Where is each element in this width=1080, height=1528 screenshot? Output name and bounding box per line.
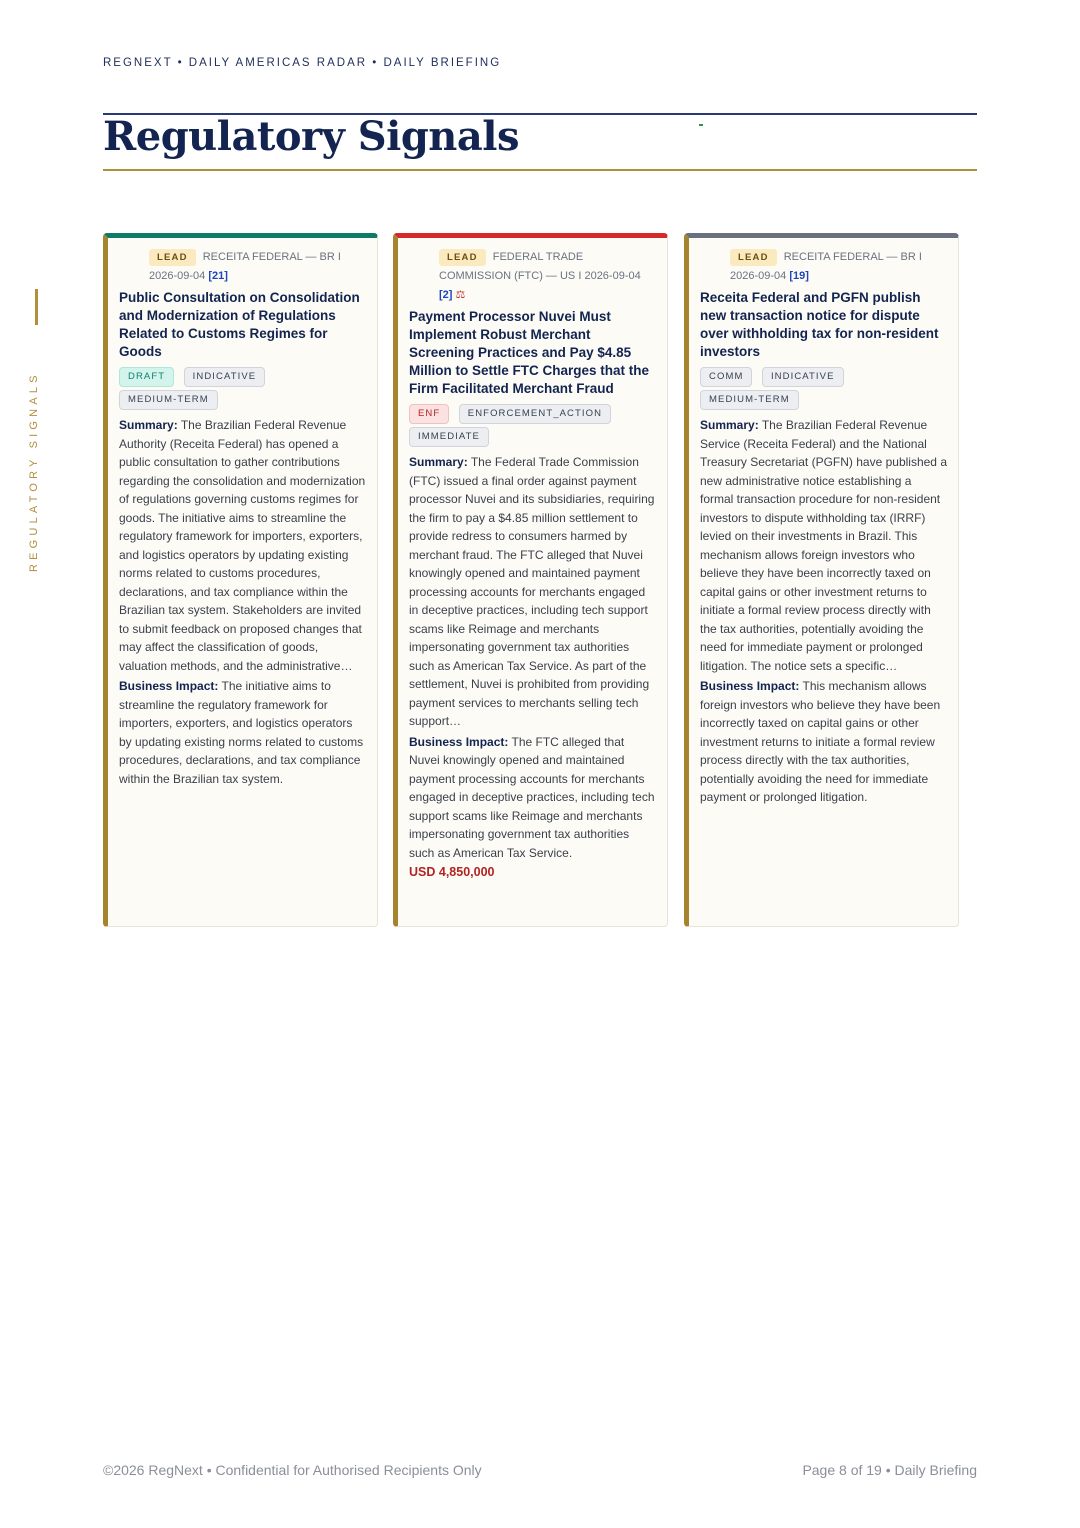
action-type-tag: ENFORCEMENT_ACTION [459, 404, 611, 424]
card-date: 2026-09-04 [149, 270, 206, 282]
card-body [409, 453, 657, 862]
lead-badge: LEAD [730, 249, 777, 266]
signal-card-3[interactable] [684, 233, 959, 927]
impact-label: Business Impact: [409, 734, 509, 749]
status-tag: DRAFT [119, 367, 174, 387]
impact-text: The initiative aims to streamline the regulatory framework for importers, exporters, and logistics operators by updating existing norms related to customs procedures, declarations, and tax compliance within the Brazilian tax system. [119, 679, 364, 786]
signal-card-2[interactable] [393, 233, 668, 927]
status-tag: COMM [700, 367, 752, 387]
tag-list [119, 364, 367, 410]
card-body [119, 416, 367, 788]
card-date: 2026-09-04 [730, 270, 787, 282]
summary-text: The Federal Trade Commission (FTC) issued a final order against payment processor Nuvei and its subsidiaries, requiring the firm to pay a $4.85 million settlement to provide redress to consumers harmed by merchant fraud. The FTC alleged that Nuvei knowingly opened and maintained payment processing accounts for merchants engaged in deceptive practices, including tech support scams like Reimage and merchants impersonating government tax authorities such as American Tax Service. As part of the settlement, Nuvei is prohibited from providing payment services to merchants selling tech support… [409, 455, 655, 728]
horizon-tag: MEDIUM-TERM [700, 390, 799, 410]
signal-card-1[interactable] [103, 233, 378, 927]
tag-list [700, 364, 948, 410]
card-title[interactable]: Public Consultation on Consolidation and Modernization of Regulations Related to Customs Regimes for Goods [119, 290, 360, 359]
impact-text: The FTC alleged that Nuvei knowingly opened and maintained payment processing accounts for merchants engaged in deceptive practices, including tech support scams like Reimage and merchants impersonating government tax authorities such as American Tax Service. [409, 734, 655, 860]
lead-badge: LEAD [439, 249, 486, 266]
reference-link[interactable]: [2] [439, 289, 453, 301]
card-source: RECEITA FEDERAL — BR I [783, 251, 922, 263]
title-bottom-rule [103, 169, 977, 171]
card-date: 2026-09-04 [584, 270, 641, 282]
scales-icon: ⚖ [455, 289, 466, 301]
card-title[interactable]: Receita Federal and PGFN publish new transaction notice for dispute over withholding tax for non-resident investors [700, 290, 939, 359]
accent-mark [699, 124, 703, 126]
running-header: REGNEXT • DAILY AMERICAS RADAR • DAILY BRIEFING [103, 57, 502, 69]
card-meta [700, 248, 948, 286]
reference-link[interactable]: [19] [789, 270, 809, 282]
impact-label: Business Impact: [119, 679, 219, 693]
horizon-tag: MEDIUM-TERM [119, 390, 218, 410]
card-body [700, 416, 948, 807]
footer-page-number: Page 8 of 19 • Daily Briefing [802, 1462, 977, 1478]
summary-label: Summary: [700, 418, 759, 432]
sidebar-section-label: REGULATORY SIGNALS [28, 371, 40, 572]
penalty-amount: USD 4,850,000 [409, 865, 495, 879]
card-source: FEDERAL TRADE COMMISSION (FTC) — US I [439, 251, 584, 282]
impact-text: This mechanism allows foreign investors who believe they have been incorrectly taxed on capital gains or other investment returns to initiate a formal review process directly with the tax authorities, potentially avoiding the need for immediate payment or prolonged litigation. [700, 679, 941, 804]
sidebar-accent-bar [35, 289, 38, 325]
card-source: RECEITA FEDERAL — BR I [202, 251, 341, 263]
card-meta [409, 248, 657, 305]
impact-label: Business Impact: [700, 679, 800, 693]
summary-label: Summary: [409, 455, 468, 469]
summary-text: The Brazilian Federal Revenue Service (Receita Federal) and the National Treasury Secretariat (PGFN) have published a new administrative notice establishing a formal transaction procedure for non-resident investors to dispute withholding tax (IRRF) levied on their investments in Brazil. This mechanism allows foreign investors who believe they have been incorrectly taxed on capital gains or other investment returns to initiate a formal review process directly with the tax authorities, potentially avoiding the need for immediate payment or prolonged litigation. The notice sets a specific… [700, 418, 947, 673]
tag-list [409, 401, 657, 447]
summary-text: The Brazilian Federal Revenue Authority (Receita Federal) has opened a public consultation to gather contributions regarding the consolidation and modernization of regulations governing customs regimes for goods. The initiative aims to streamline the regulatory framework for importers, exporters, and logistics operators by updating existing norms related to customs procedures, declarations, and tax compliance within the Brazilian tax system. Stakeholders are invited to submit feedback on proposed changes that may affect the classification of goods, valuation methods, and the administrative… [119, 418, 366, 673]
footer-copyright: ©2026 RegNext • Confidential for Authorised Recipients Only [103, 1462, 482, 1478]
lead-badge: LEAD [149, 249, 196, 266]
status-tag: ENF [409, 404, 449, 424]
signal-strength-tag: INDICATIVE [184, 367, 266, 387]
reference-link[interactable]: [21] [208, 270, 228, 282]
signal-strength-tag: INDICATIVE [762, 367, 844, 387]
card-meta [119, 248, 367, 286]
horizon-tag: IMMEDIATE [409, 427, 489, 447]
summary-label: Summary: [119, 418, 178, 432]
card-title[interactable]: Payment Processor Nuvei Must Implement Robust Merchant Screening Practices and Pay $4.85 Million to Settle FTC Charges that the Firm Facilitated Merchant Fraud [409, 309, 650, 396]
page-title: Regulatory Signals [103, 113, 520, 160]
